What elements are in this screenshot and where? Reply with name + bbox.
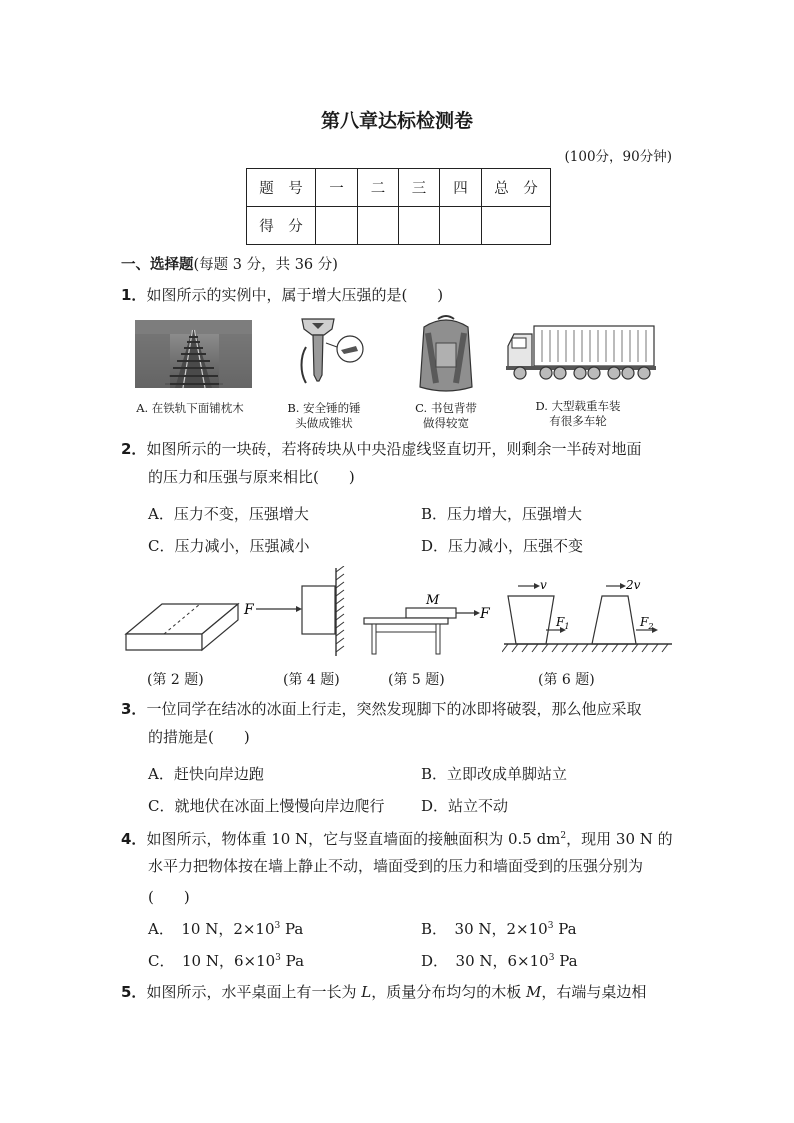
figure-caption-6: (第 6 题) [538,672,595,688]
q3-option-b[interactable]: B．立即改成单脚站立 [421,765,568,783]
option-a-caption: A. 在铁轨下面铺枕木 [136,401,244,415]
table-board-figure [362,588,492,656]
header-cell: 二 [358,169,399,207]
velocity-label-2v: 2v [626,578,641,592]
question-1: 1．如图所示的实例中，属于增大压强的是( ) [121,286,444,304]
railway-track-photo [135,320,252,388]
safety-hammer-figure [286,313,366,395]
score-cell[interactable] [440,207,482,245]
section-heading: 一、选择题(每题 3 分，共 36 分) [121,257,338,273]
header-cell: 题 号 [247,169,316,207]
force-label-1: $F_1$ [556,615,570,631]
velocity-label: v [540,578,547,592]
figure-caption-4: (第 4 题) [283,672,340,688]
containers-figure [502,574,674,658]
question-4-line-2: 水平力把物体按在墙上静止不动，墙面受到的压力和墙面受到的压强分别为 [148,857,644,875]
force-label-2: $F_2$ [640,615,654,631]
row-label: 得 分 [247,207,316,245]
score-cell[interactable] [358,207,399,245]
option-d-caption: D. 大型载重车装 有很多车轮 [535,399,621,428]
score-cell[interactable] [316,207,358,245]
question-3: 3．一位同学在结冰的冰面上行走，突然发现脚下的冰即将破裂，那么他应采取 [121,700,642,718]
figure-caption-5: (第 5 题) [388,672,445,688]
q3-option-d[interactable]: D．站立不动 [421,797,509,815]
option-c-caption: C. 书包背带 做得较宽 [415,401,477,430]
score-cell[interactable] [399,207,440,245]
q2-option-d[interactable]: D．压力减小，压强不变 [421,537,584,555]
q3-option-c[interactable]: C．就地伏在冰面上慢慢向岸边爬行 [148,797,385,815]
q2-option-b[interactable]: B．压力增大，压强增大 [421,505,583,523]
q3-option-a[interactable]: A．赶快向岸边跑 [148,765,264,783]
option-b-caption: B. 安全锤的锤 头做成锥状 [287,401,361,430]
question-5: 5．如图所示，水平桌面上有一长为 L，质量分布均匀的木板 M，右端与桌边相 [121,983,647,1001]
q4-option-c[interactable]: C． 10 N，$6\times 10^3$ Pa [148,952,305,970]
heavy-truck-figure [506,322,658,382]
brick-figure [122,598,242,656]
wall-block-figure [242,566,352,658]
force-label: F [244,602,254,618]
question-4-line-3: ( ) [148,888,190,906]
header-cell: 一 [316,169,358,207]
question-2-line-2: 的压力和压强与原来相比( ) [148,468,355,486]
score-cell[interactable] [482,207,551,245]
score-table [246,168,551,245]
backpack-figure [410,313,482,395]
score-time-note: (100分，90分钟) [564,149,672,165]
q4-option-d[interactable]: D． 30 N，$6\times 10^3$ Pa [421,952,578,970]
page-title: 第八章达标检测卷 [320,110,473,132]
question-2: 2．如图所示的一块砖，若将砖块从中央沿虚线竖直切开，则剩余一半砖对地面 [121,440,642,458]
header-cell: 总 分 [482,169,551,207]
header-cell: 四 [440,169,482,207]
force-label: F [480,606,490,622]
q4-option-a[interactable]: A． 10 N，$2\times 10^3$ Pa [148,920,304,938]
question-4: 4．如图所示，物体重 10 N，它与竖直墙面的接触面积为 0.5 $dm^2$，现用 30 N 的 [121,830,673,848]
figure-caption-2: (第 2 题) [147,672,204,688]
q2-option-a[interactable]: A．压力不变，压强增大 [148,505,309,523]
q2-option-c[interactable]: C．压力减小，压强减小 [148,537,310,555]
header-cell: 三 [399,169,440,207]
q4-option-b[interactable]: B． 30 N，$2\times 10^3$ Pa [421,920,577,938]
question-3-line-2: 的措施是( ) [148,728,250,746]
board-label: M [426,593,440,608]
